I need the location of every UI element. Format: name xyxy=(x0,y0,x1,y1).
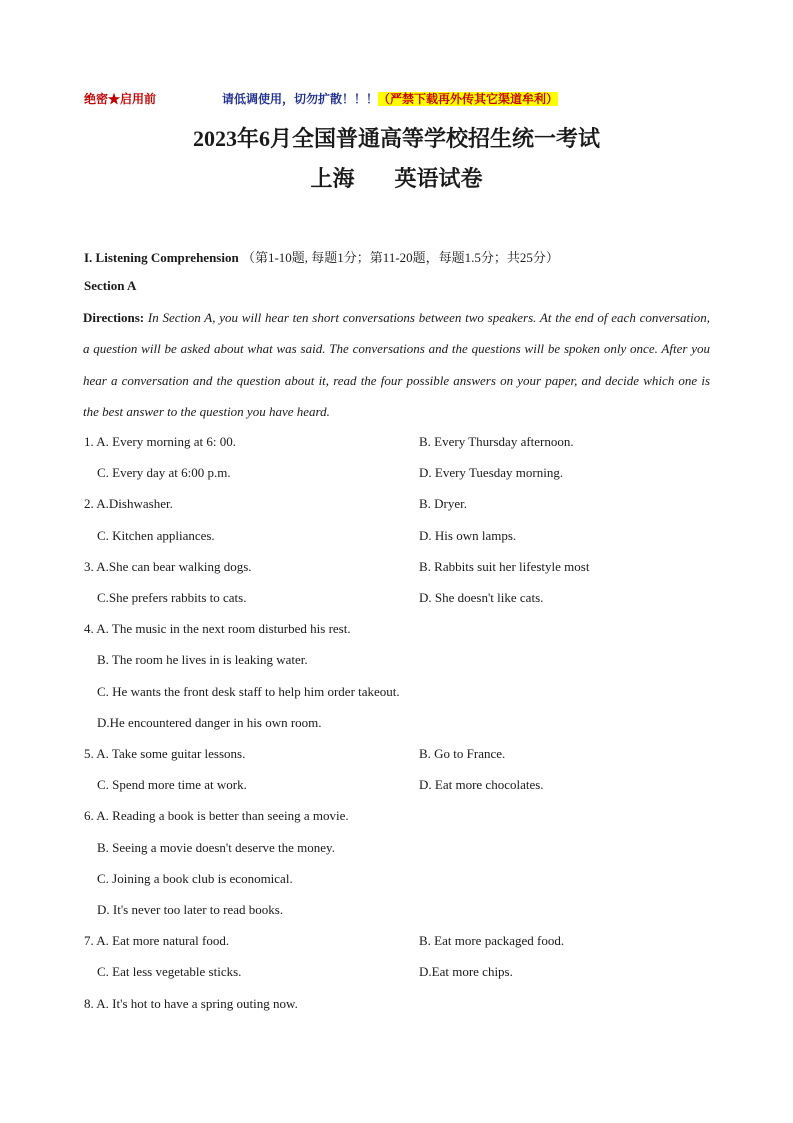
q4-option-a: 4. A. The music in the next room disturbed his rest. xyxy=(84,621,351,636)
q4-option-c: C. He wants the front desk staff to help him order takeout. xyxy=(97,684,400,699)
q1-option-b: B. Every Thursday afternoon. xyxy=(419,434,574,449)
header-line xyxy=(84,90,559,107)
part-title: I. Listening Comprehension xyxy=(84,250,239,265)
q2-option-d: D. His own lamps. xyxy=(419,528,517,543)
q5-option-a: 5. A. Take some guitar lessons. xyxy=(84,746,246,761)
q2-option-b: B. Dryer. xyxy=(419,496,468,511)
q5-option-d: D. Eat more chocolates. xyxy=(419,777,544,792)
secret-label: 绝密★启用前 xyxy=(84,92,157,106)
q3-option-d: D. She doesn't like cats. xyxy=(419,590,544,605)
section-label: Section A xyxy=(84,278,137,293)
q6-option-b: B. Seeing a movie doesn't deserve the money. xyxy=(97,840,335,855)
q3-option-a: 3. A.She can bear walking dogs. xyxy=(84,559,252,574)
usage-notice xyxy=(222,90,558,107)
q5-option-b: B. Go to France. xyxy=(419,746,506,761)
directions-text: In Section A, you will hear ten short conversations between two speakers. At the end of each conversation, a question will be asked about what was said. The conversations and the questions will be spoken only once. After you hear a conversation and the question about it, read the four possible answers on your paper, and decide which one is the best answer to the question you have heard. xyxy=(83,310,710,419)
q7-option-b: B. Eat more packaged food. xyxy=(419,933,565,948)
q4-option-d: D.He encountered danger in his own room. xyxy=(97,715,322,730)
q8-option-a: 8. A. It's hot to have a spring outing now. xyxy=(84,996,298,1011)
q4-option-b: B. The room he lives in is leaking water. xyxy=(97,652,308,667)
q2-option-a: 2. A.Dishwasher. xyxy=(84,496,173,511)
q1-option-c: C. Every day at 6:00 p.m. xyxy=(97,465,231,480)
directions xyxy=(83,302,710,427)
part-heading xyxy=(84,247,559,266)
notice-main: 请低调使用，切勿扩散！！！ xyxy=(222,92,379,106)
q7-option-c: C. Eat less vegetable sticks. xyxy=(97,964,242,979)
exam-subtitle xyxy=(0,162,793,193)
q6-option-c: C. Joining a book club is economical. xyxy=(97,871,293,886)
subtitle-subject: 英语试卷 xyxy=(394,166,483,191)
q1-option-a: 1. A. Every morning at 6: 00. xyxy=(84,434,237,449)
q6-option-d: D. It's never too later to read books. xyxy=(97,902,284,917)
directions-label: Directions: xyxy=(83,310,145,325)
q6-option-a: 6. A. Reading a book is better than seeing a movie. xyxy=(84,808,349,823)
q2-option-c: C. Kitchen appliances. xyxy=(97,528,215,543)
q1-option-d: D. Every Tuesday morning. xyxy=(419,465,564,480)
part-scoring: （第1-10题, 每题1分；第11-20题，每题1.5分；共25分） xyxy=(241,250,559,265)
q7-option-d: D.Eat more chips. xyxy=(419,964,513,979)
notice-highlight: （严禁下载再外传其它渠道牟利） xyxy=(378,92,559,106)
exam-title: 2023年6月全国普通高等学校招生统一考试 xyxy=(192,126,600,151)
subtitle-region: 上海 xyxy=(310,166,355,191)
q3-option-b: B. Rabbits suit her lifestyle most xyxy=(419,559,590,574)
q7-option-a: 7. A. Eat more natural food. xyxy=(84,933,230,948)
q3-option-c: C.She prefers rabbits to cats. xyxy=(97,590,247,605)
q5-option-c: C. Spend more time at work. xyxy=(97,777,247,792)
